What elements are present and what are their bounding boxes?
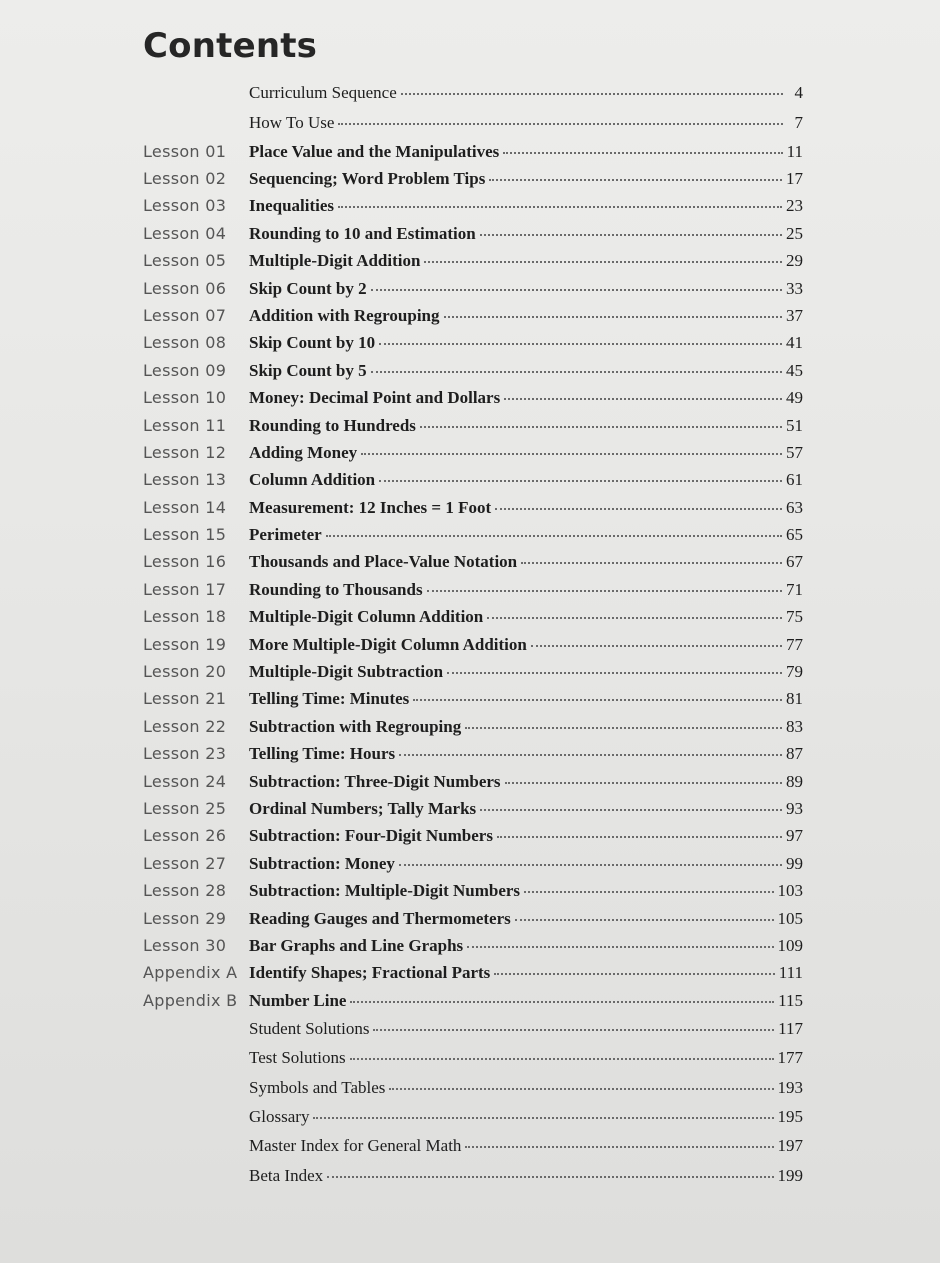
dot-leader — [515, 919, 774, 921]
entry-label: Lesson 03 — [143, 196, 227, 216]
table-of-contents — [143, 78, 803, 1190]
entry-label: Lesson 11 — [143, 415, 227, 435]
entry-label: Lesson 19 — [143, 634, 227, 654]
toc-entry — [143, 603, 803, 630]
entry-title: Place Value and the Manipulatives — [249, 141, 500, 161]
entry-title: Skip Count by 5 — [249, 360, 367, 380]
toc-entry — [143, 466, 803, 493]
page-number: 109 — [777, 935, 803, 955]
entry-label: Lesson 30 — [143, 935, 227, 955]
toc-entry — [143, 1131, 803, 1160]
entry-title: Skip Count by 10 — [249, 333, 376, 353]
entry-label: Lesson 07 — [143, 305, 227, 325]
entry-title: Telling Time: Hours — [249, 744, 396, 764]
toc-entry — [143, 658, 803, 685]
toc-entry — [143, 275, 803, 302]
dot-leader — [326, 535, 782, 537]
entry-label: Lesson 08 — [143, 333, 227, 353]
toc-entry — [143, 822, 803, 849]
entry-title: Number Line — [249, 990, 347, 1010]
toc-entry — [143, 108, 803, 138]
entry-title: Rounding to Hundreds — [249, 415, 416, 435]
toc-entry — [143, 494, 803, 521]
entry-label: Lesson 22 — [143, 716, 227, 736]
dot-leader — [480, 234, 782, 236]
toc-entry — [143, 412, 803, 439]
dot-leader — [373, 1029, 774, 1031]
dot-leader — [399, 864, 782, 866]
entry-label: Lesson 18 — [143, 607, 227, 627]
page-number: 57 — [786, 442, 803, 462]
entry-title: Subtraction: Money — [249, 853, 395, 873]
dot-leader — [447, 672, 782, 674]
page-number: 75 — [786, 607, 803, 627]
entry-title: Inequalities — [249, 196, 335, 216]
entry-title: Ordinal Numbers; Tally Marks — [249, 798, 477, 818]
page-number: 63 — [786, 497, 803, 517]
page-number: 51 — [786, 415, 803, 435]
dot-leader — [505, 782, 782, 784]
dot-leader — [497, 836, 782, 838]
toc-entry — [143, 548, 803, 575]
dot-leader — [371, 371, 782, 373]
entry-label: Lesson 02 — [143, 168, 227, 188]
dot-leader — [361, 453, 782, 455]
lesson-list — [143, 138, 803, 1015]
page-number: 29 — [786, 251, 803, 271]
dot-leader — [494, 973, 774, 975]
toc-entry — [143, 1073, 803, 1102]
entry-title: Curriculum Sequence — [249, 83, 397, 102]
page-number: 81 — [786, 689, 803, 709]
entry-label: Lesson 01 — [143, 141, 227, 161]
toc-entry — [143, 631, 803, 658]
entry-title: Adding Money — [249, 442, 358, 462]
entry-title: Money: Decimal Point and Dollars — [249, 388, 501, 408]
toc-entry — [143, 713, 803, 740]
dot-leader — [389, 1088, 773, 1090]
entry-label: Lesson 06 — [143, 278, 227, 298]
toc-entry — [143, 384, 803, 411]
dot-leader — [327, 1176, 773, 1178]
entry-label: Lesson 23 — [143, 744, 227, 764]
entry-title: Student Solutions — [249, 1019, 370, 1039]
page-title: Contents — [143, 26, 318, 66]
dot-leader — [350, 1001, 774, 1003]
toc-entry — [143, 329, 803, 356]
page-number: 17 — [786, 168, 803, 188]
page-number: 41 — [786, 333, 803, 353]
toc-entry — [143, 165, 803, 192]
dot-leader — [399, 754, 782, 756]
entry-label: Appendix A — [143, 963, 238, 983]
dot-leader — [379, 343, 782, 345]
entry-title: Subtraction: Multiple-Digit Numbers — [249, 881, 521, 901]
page-number: 105 — [777, 908, 803, 928]
entry-title: Symbols and Tables — [249, 1077, 386, 1097]
entry-title: Test Solutions — [249, 1048, 346, 1068]
page-number: 103 — [777, 881, 803, 901]
dot-leader — [524, 891, 773, 893]
entry-label: Lesson 15 — [143, 525, 227, 545]
toc-entry — [143, 877, 803, 904]
dot-leader — [420, 426, 782, 428]
page-number: 87 — [786, 744, 803, 764]
dot-leader — [371, 289, 782, 291]
entry-title: Subtraction: Three-Digit Numbers — [249, 771, 501, 791]
page-number: 49 — [786, 388, 803, 408]
dot-leader — [424, 261, 782, 263]
toc-entry — [143, 220, 803, 247]
entry-title: Multiple-Digit Addition — [249, 251, 421, 271]
page-number: 65 — [786, 525, 803, 545]
entry-title: Beta Index — [249, 1165, 324, 1185]
dot-leader — [489, 179, 782, 181]
entry-title: Multiple-Digit Subtraction — [249, 662, 444, 682]
dot-leader — [465, 727, 782, 729]
entry-title: Master Index for General Math — [249, 1136, 462, 1156]
entry-title: Column Addition — [249, 470, 376, 490]
entry-label: Lesson 26 — [143, 826, 227, 846]
toc-entry — [143, 1014, 803, 1043]
dot-leader — [495, 508, 782, 510]
toc-entry — [143, 740, 803, 767]
dot-leader — [350, 1058, 774, 1060]
toc-entry — [143, 987, 803, 1014]
entry-label: Lesson 29 — [143, 908, 227, 928]
page-number: 11 — [786, 141, 803, 161]
entry-label: Lesson 17 — [143, 579, 227, 599]
dot-leader — [444, 316, 782, 318]
entry-title: Bar Graphs and Line Graphs — [249, 935, 464, 955]
page-number: 79 — [786, 662, 803, 682]
entry-label: Lesson 09 — [143, 360, 227, 380]
page-number: 93 — [786, 798, 803, 818]
entry-title: Sequencing; Word Problem Tips — [249, 168, 486, 188]
dot-leader — [427, 590, 782, 592]
dot-leader — [487, 617, 782, 619]
entry-title: Perimeter — [249, 525, 322, 545]
page-number: 89 — [786, 771, 803, 791]
entry-label: Lesson 12 — [143, 442, 227, 462]
page-number: 111 — [778, 963, 803, 983]
toc-entry — [143, 78, 803, 108]
toc-entry — [143, 439, 803, 466]
entry-label: Lesson 13 — [143, 470, 227, 490]
entry-label: Lesson 14 — [143, 497, 227, 517]
entry-label: Lesson 16 — [143, 552, 227, 572]
entry-title: Identify Shapes; Fractional Parts — [249, 963, 491, 983]
toc-entry — [143, 1102, 803, 1131]
toc-entry — [143, 138, 803, 165]
entry-title: Addition with Regrouping — [249, 305, 440, 325]
dot-leader — [338, 206, 782, 208]
entry-title: Rounding to 10 and Estimation — [249, 223, 476, 243]
dot-leader — [313, 1117, 773, 1119]
page-number: 67 — [786, 552, 803, 572]
entry-title: Multiple-Digit Column Addition — [249, 607, 484, 627]
dot-leader — [521, 562, 782, 564]
page-number: 199 — [777, 1165, 803, 1185]
page-number: 97 — [786, 826, 803, 846]
toc-entry — [143, 521, 803, 548]
entry-title: Skip Count by 2 — [249, 278, 367, 298]
toc-entry — [143, 768, 803, 795]
toc-entry — [143, 959, 803, 986]
entry-label: Lesson 05 — [143, 251, 227, 271]
toc-entry — [143, 932, 803, 959]
entry-label: Appendix B — [143, 990, 238, 1010]
back-matter-list — [143, 1014, 803, 1190]
entry-title: More Multiple-Digit Column Addition — [249, 634, 527, 654]
entry-label: Lesson 04 — [143, 223, 227, 243]
entry-label: Lesson 20 — [143, 662, 227, 682]
toc-entry — [143, 1043, 803, 1072]
page-number: 37 — [786, 305, 803, 325]
dot-leader — [480, 809, 782, 811]
toc-entry — [143, 192, 803, 219]
dot-leader — [413, 699, 782, 701]
entry-title: How To Use — [249, 112, 335, 132]
page-number: 197 — [777, 1136, 803, 1156]
entry-label: Lesson 21 — [143, 689, 227, 709]
toc-entry — [143, 795, 803, 822]
page-number: 117 — [778, 1019, 803, 1039]
entry-title: Glossary — [249, 1106, 310, 1126]
page-number: 99 — [786, 853, 803, 873]
page-number: 45 — [786, 360, 803, 380]
dot-leader — [379, 480, 782, 482]
entry-label: Lesson 27 — [143, 853, 227, 873]
toc-entry — [143, 1161, 803, 1190]
page-number: 177 — [777, 1048, 803, 1068]
dot-leader — [338, 123, 783, 125]
page-number: 25 — [786, 223, 803, 243]
toc-entry — [143, 247, 803, 274]
page-number: 4 — [794, 83, 803, 102]
page-number: 71 — [786, 579, 803, 599]
toc-entry — [143, 685, 803, 712]
dot-leader — [504, 398, 782, 400]
toc-entry — [143, 905, 803, 932]
dot-leader — [467, 946, 773, 948]
entry-title: Reading Gauges and Thermometers — [249, 908, 511, 928]
page-number: 61 — [786, 470, 803, 490]
toc-entry — [143, 850, 803, 877]
page-number: 195 — [777, 1106, 803, 1126]
toc-entry — [143, 357, 803, 384]
entry-title: Measurement: 12 Inches = 1 Foot — [249, 497, 492, 517]
toc-entry — [143, 576, 803, 603]
entry-label: Lesson 28 — [143, 881, 227, 901]
dot-leader — [465, 1146, 773, 1148]
entry-label: Lesson 10 — [143, 388, 227, 408]
front-matter-list — [143, 78, 803, 138]
entry-title: Subtraction with Regrouping — [249, 716, 462, 736]
entry-label: Lesson 25 — [143, 798, 227, 818]
entry-title: Rounding to Thousands — [249, 579, 423, 599]
entry-title: Subtraction: Four-Digit Numbers — [249, 826, 493, 846]
toc-entry — [143, 302, 803, 329]
entry-title: Telling Time: Minutes — [249, 689, 410, 709]
dot-leader — [503, 152, 782, 154]
page-number: 83 — [786, 716, 803, 736]
dot-leader — [531, 645, 782, 647]
page-number: 23 — [786, 196, 803, 216]
entry-label: Lesson 24 — [143, 771, 227, 791]
dot-leader — [401, 93, 783, 95]
page-number: 193 — [777, 1077, 803, 1097]
page-number: 7 — [794, 112, 803, 132]
entry-title: Thousands and Place-Value Notation — [249, 552, 518, 572]
page-number: 115 — [778, 990, 803, 1010]
page-number: 77 — [786, 634, 803, 654]
page-number: 33 — [786, 278, 803, 298]
